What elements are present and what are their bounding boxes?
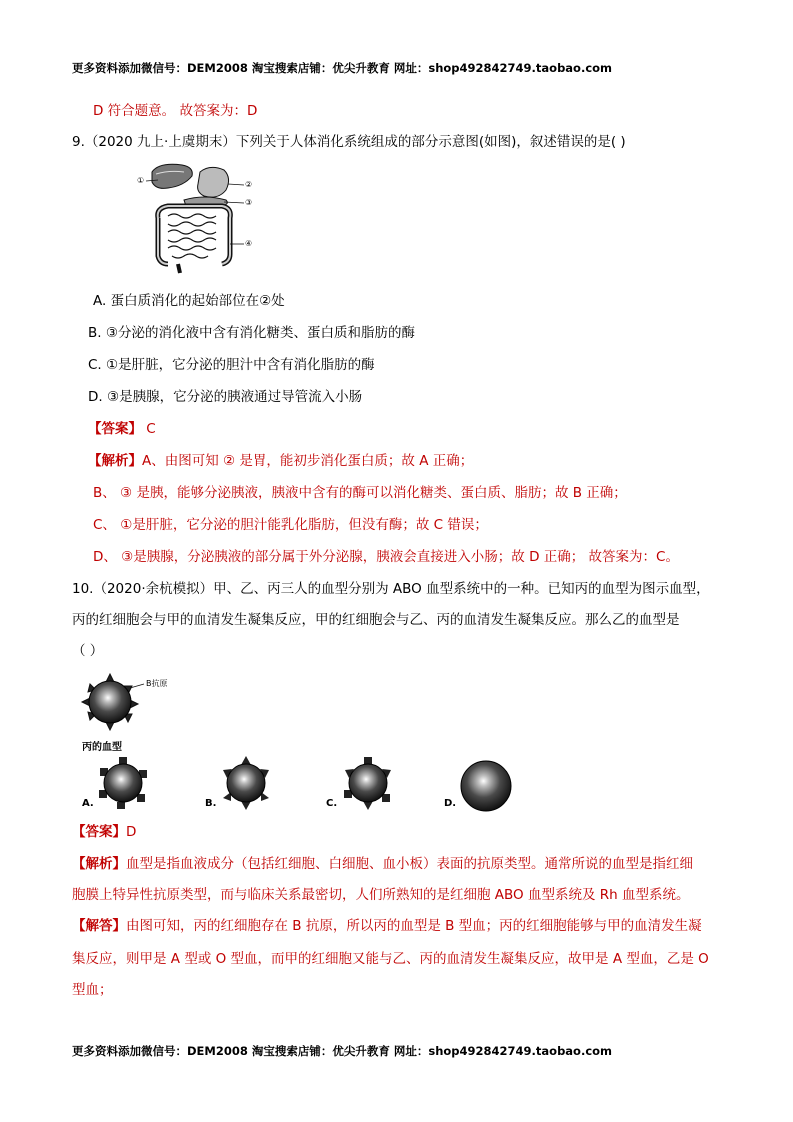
q10-analysis-text-1: 血型是指血液成分（包括红细胞、白细胞、血小板）表面的抗原类型。通常所说的血型是指红细	[126, 856, 693, 872]
figure-caption: 丙的血型	[82, 742, 122, 753]
q9-analysis-text-1: A、由图可知 ② 是胃，能初步消化蛋白质；故 A 正确；	[142, 453, 474, 469]
q9-answer-value: C	[146, 421, 156, 437]
q10-stem-line-2: 丙的红细胞会与甲的血清发生凝集反应，甲的红细胞会与乙、丙的血清发生凝集反应。那么乙的血型是	[72, 612, 680, 628]
q10-answer-value: D	[126, 824, 137, 840]
q10-stem-line-3: （ ）	[72, 643, 104, 659]
q9-analysis-line-1	[88, 452, 473, 470]
q10-stem-line-1: 10.（2020·余杭模拟）甲、乙、丙三人的血型分别为 ABO 血型系统中的一种。已知丙的血型为图示血型，	[72, 581, 710, 597]
q9-option-c: C. ①是肝脏，它分泌的胆汁中含有消化脂肪的酶	[88, 357, 375, 373]
q10-analysis-label: 【解析】	[72, 856, 126, 872]
fig-label-3: ③	[245, 198, 253, 207]
q10-solution-line-1	[72, 917, 702, 935]
type-b-cell-figure	[80, 672, 140, 732]
option-a-cell	[96, 756, 150, 810]
fig-label-2: ②	[245, 180, 253, 189]
q10-solution-text-1: 由图可知，丙的红细胞存在 B 抗原，所以丙的血型是 B 型血；丙的红细胞能够与甲的血清发生凝	[126, 918, 702, 934]
q10-solution-label: 【解答】	[72, 918, 126, 934]
option-b-label: B.	[205, 798, 217, 809]
digestive-system-figure	[134, 160, 264, 275]
previous-answer-text: D 符合题意。 故答案为：D	[93, 103, 258, 119]
q9-analysis-label: 【解析】	[88, 453, 142, 469]
option-d-cell	[460, 760, 512, 812]
q9-option-a: A. 蛋白质消化的起始部位在②处	[93, 293, 285, 309]
q9-analysis-line-3: C、 ①是肝脏，它分泌的胆汁能乳化脂肪，但没有酶；故 C 错误；	[93, 517, 488, 533]
page-footer: 更多资料添加微信号：DEM2008 淘宝搜索店铺：优尖升教育 网址：shop492842749.taobao.com	[72, 1044, 613, 1058]
option-b-cell	[219, 756, 273, 810]
q10-analysis-line-1	[72, 855, 693, 873]
q10-answer	[72, 823, 136, 841]
q10-answer-label: 【答案】	[72, 824, 126, 840]
q9-answer-label: 【答案】	[88, 421, 142, 437]
q9-analysis-line-4: D、 ③是胰腺，分泌胰液的部分属于外分泌腺，胰液会直接进入小肠；故 D 正确； 故答案为：C。	[93, 549, 679, 565]
q9-option-b: B. ③分泌的消化液中含有消化糖类、蛋白质和脂肪的酶	[88, 325, 415, 341]
option-d-label: D.	[444, 798, 457, 809]
q10-solution-line-2: 集反应，则甲是 A 型或 O 型血，而甲的红细胞又能与乙、丙的血清发生凝集反应，故甲是 A 型血，乙是 O	[72, 951, 709, 967]
q9-option-d: D. ③是胰腺，它分泌的胰液通过导管流入小肠	[88, 389, 363, 405]
page-header: 更多资料添加微信号：DEM2008 淘宝搜索店铺：优尖升教育 网址：shop492842749.taobao.com	[72, 61, 613, 75]
q9-answer	[88, 420, 156, 438]
fig-label-4: ④	[245, 239, 253, 248]
option-c-cell	[341, 756, 395, 810]
antigen-b-label: B抗原	[146, 679, 168, 688]
q9-stem: 9.（2020 九上·上虞期末）下列关于人体消化系统组成的部分示意图(如图)，叙述错误的是( )	[72, 134, 626, 150]
option-c-label: C.	[326, 798, 338, 809]
option-a-label: A.	[82, 798, 94, 809]
q10-analysis-line-2: 胞膜上特异性抗原类型，而与临床关系最密切，人们所熟知的是红细胞 ABO 血型系统及 Rh 血型系统。	[72, 887, 690, 903]
fig-label-1: ①	[137, 176, 145, 185]
q10-solution-line-3: 型血；	[72, 982, 113, 998]
q9-analysis-line-2: B、 ③ 是胰，能够分泌胰液，胰液中含有的酶可以消化糖类、蛋白质、脂肪；故 B 正确；	[93, 485, 627, 501]
